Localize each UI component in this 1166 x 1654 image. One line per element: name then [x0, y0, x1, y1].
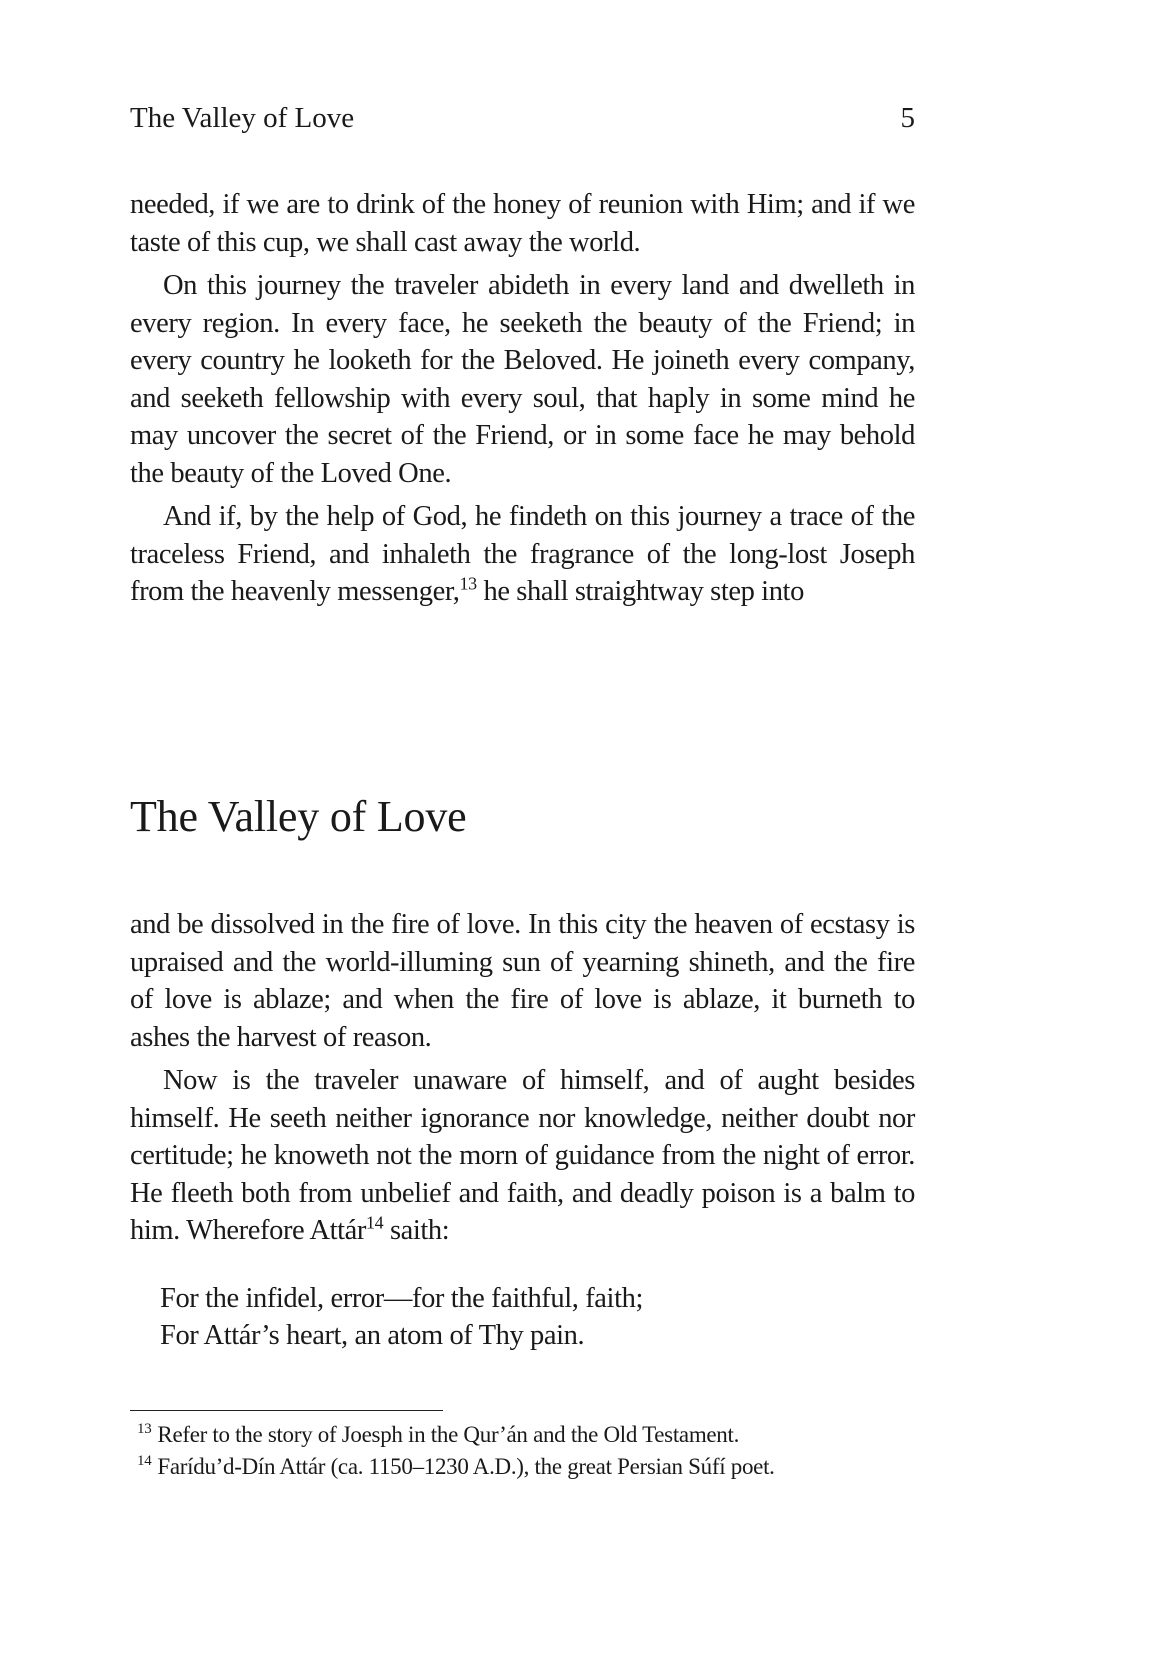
- footnotes: [137, 1419, 927, 1483]
- paragraph-fire-of-love: and be dissolved in the fire of love. In this city the heaven of ecstasy is upraised and the world-illuming sun of yearning shineth, and the fire of love is ablaze; and when the fire of love is ablaze, it burneth to ashes the harvest of reason.: [130, 909, 915, 1053]
- paragraph-continuation: needed, if we are to drink of the honey of reunion with Him; and if we taste of this cup, we shall cast away the world.: [130, 189, 915, 258]
- paragraph-unaware: [130, 1062, 915, 1250]
- running-title: The Valley of Love: [130, 102, 355, 134]
- paragraph-text: he shall straightway step into: [476, 576, 804, 607]
- footnote-14: [137, 1451, 927, 1483]
- footnote-ref-13[interactable]: 13: [459, 573, 477, 594]
- footnote-marker: 13: [137, 1421, 152, 1438]
- verse-line: For Attár’s heart, an atom of Thy pain.: [160, 1320, 585, 1351]
- verse-line: For the infidel, error—for the faithful, faith;: [160, 1283, 643, 1314]
- paragraph-text: saith:: [383, 1215, 450, 1246]
- paragraph-text: And if, by the help of God, he findeth on this journey a trace of the traceless Friend, and inhaleth the fragrance of the long-lost Joseph from the heavenly messenger,: [130, 501, 915, 607]
- footnote-marker: 14: [137, 1453, 152, 1470]
- running-header: [130, 100, 915, 140]
- verse-quote: [160, 1280, 643, 1354]
- body-text-bottom: [130, 906, 915, 1256]
- footnote-ref-14[interactable]: 14: [366, 1212, 384, 1233]
- footnote-13: [137, 1419, 927, 1451]
- footnote-text: Farídu’d-Dín Attár (ca. 1150–1230 A.D.), the great Persian Súfí poet.: [157, 1454, 775, 1479]
- footnote-text: Refer to the story of Joesph in the Qur’án and the Old Testament.: [157, 1422, 740, 1447]
- footnote-divider: [130, 1410, 443, 1411]
- paragraph-trace: [130, 498, 915, 611]
- chapter-title: The Valley of Love: [130, 792, 467, 841]
- page-number: 5: [900, 102, 915, 134]
- paragraph-journey: On this journey the traveler abideth in every land and dwelleth in every region. In every face, he seeketh the beauty of the Friend; in every country he looketh for the Beloved. He joineth every company, and seeketh fellowship with every soul, that haply in some mind he may uncover the secret of the Friend, or in some face he may behold the beauty of the Loved One.: [130, 270, 915, 489]
- body-text-top: [130, 186, 915, 617]
- paragraph-text: Now is the traveler unaware of himself, and of aught besides himself. He seeth neither ignorance nor knowledge, neither doubt nor certitude; he knoweth not the morn of guidance from the night of error. He fleeth both from unbelief and faith, and deadly poison is a balm to him. Wherefore Attár: [130, 1065, 915, 1246]
